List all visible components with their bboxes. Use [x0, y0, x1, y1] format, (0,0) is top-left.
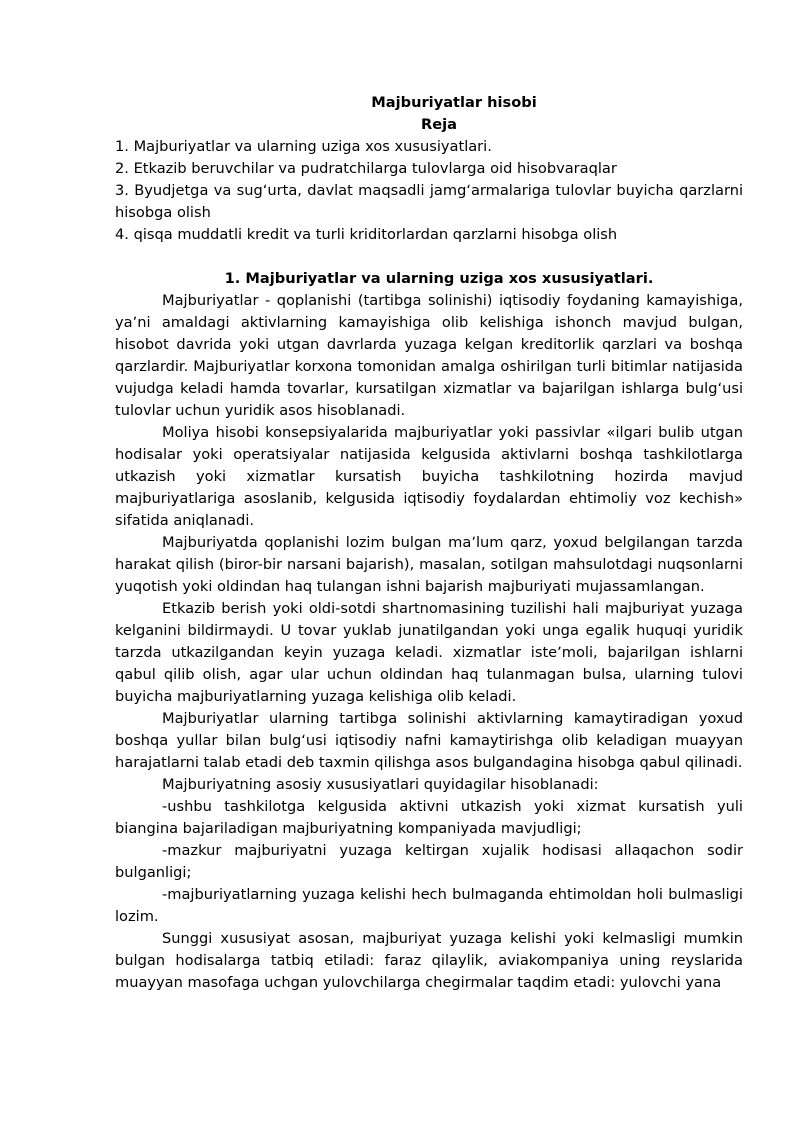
list-item-1: -ushbu tashkilotga kelgusida aktivni utkazish yoki xizmat kursatish yuli biangina bajariladigan majburiyatning kompaniyada mavjudligi;	[115, 798, 743, 837]
section-heading: 1. Majburiyatlar va ularning uziga xos xususiyatlari.	[224, 270, 654, 287]
paragraph-3: Majburiyatda qoplanishi lozim bulgan maʼlum qarz, yoxud belgilangan tarzda harakat qilish (biror-bir narsani bajarish), masalan, sotilgan mahsulotdagi nuqsonlarni yuqotish yoki oldindan haq tulangan ishni bajarish majburiyati mujassamlangan.	[115, 534, 743, 595]
plan-item-1: 1. Majburiyatlar va ularning uziga xos xususiyatlari.	[115, 138, 492, 155]
paragraph-2: Moliya hisobi konsepsiyalarida majburiyatlar yoki passivlar «ilgari bulib utgan hodisalar yoki operatsiyalar natijasida kelgusida aktivlarni boshqa tashkilotlarga utkazish yoki xizmatlar kursatish buyicha tashkilotning hozirda mavjud majburiyatlariga asoslanib, kelgusida iqtisodiy foydalardan ehtimoliy voz kechish» sifatida aniqlanadi.	[115, 424, 743, 529]
paragraph-5: Majburiyatlar ularning tartibga solinishi aktivlarning kamaytiradigan yoxud boshqa yullar bilan bulgʻusi iqtisodiy nafni kamaytirishga olib keladigan muayyan harajatlarni talab etadi deb taxmin qilishga asos bulgandagina hisobga qabul qilinadi.	[115, 710, 743, 771]
document-page	[115, 92, 743, 994]
document-title: Majburiyatlar hisobi	[371, 94, 537, 111]
paragraph-1: Majburiyatlar - qoplanishi (tartibga solinishi) iqtisodiy foydaning kamayishiga, yaʼni amaldagi aktivlarning kamayishiga olib kelishiga ishonch mavjud bulgan, hisobot davrida yoki utgan davrlarda yuzaga kelgan kreditorlik qarzlari va boshqa qarzlardir. Majburiyatlar korxona tomonidan amalga oshirilgan turli bitimlar natijasida vujudga keladi hamda tovarlar, kursatilgan xizmatlar va bajarilgan ishlarga bulgʻusi tulovlar uchun yuridik asos hisoblanadi.	[115, 292, 743, 419]
plan-item-2: 2. Etkazib beruvchilar va pudratchilarga tulovlarga oid hisobvaraqlar	[115, 160, 617, 177]
plan-item-4: 4. qisqa muddatli kredit va turli kriditorlardan qarzlarni hisobga olish	[115, 226, 618, 243]
body-text	[115, 290, 743, 994]
paragraph-6: Majburiyatning asosiy xususiyatlari quyidagilar hisoblanadi:	[162, 776, 599, 793]
plan-list	[115, 136, 743, 246]
paragraph-7: Sunggi xususiyat asosan, majburiyat yuzaga kelishi yoki kelmasligi mumkin bulgan hodisalarga tatbiq etiladi: faraz qilaylik, aviakompaniya uning reyslarida muayyan masofaga uchgan yulovchilarga chegirmalar taqdim etadi: yulovchi yana	[115, 930, 743, 991]
plan-heading: Reja	[421, 116, 457, 133]
paragraph-4: Etkazib berish yoki oldi-sotdi shartnomasining tuzilishi hali majburiyat yuzaga kelganini bildirmaydi. U tovar yuklab junatilgandan yoki unga egalik huquqi yuridik tarzda utkazilgandan keyin yuzaga keladi. xizmatlar isteʼmoli, bajarilgan ishlarni qabul qilib olish, agar ular uchun oldindan haq tulanmagan bulsa, ularning tulovi buyicha majburiyatlarning yuzaga kelishiga olib keladi.	[115, 600, 743, 705]
plan-item-3: 3. Byudjetga va sugʻurta, davlat maqsadli jamgʻarmalariga tulovlar buyicha qarzlarni hisobga olish	[115, 182, 743, 221]
list-item-3: -majburiyatlarning yuzaga kelishi hech bulmaganda ehtimoldan holi bulmasligi lozim.	[115, 886, 743, 925]
list-item-2: -mazkur majburiyatni yuzaga keltirgan xujalik hodisasi allaqachon sodir bulganligi;	[115, 842, 743, 881]
